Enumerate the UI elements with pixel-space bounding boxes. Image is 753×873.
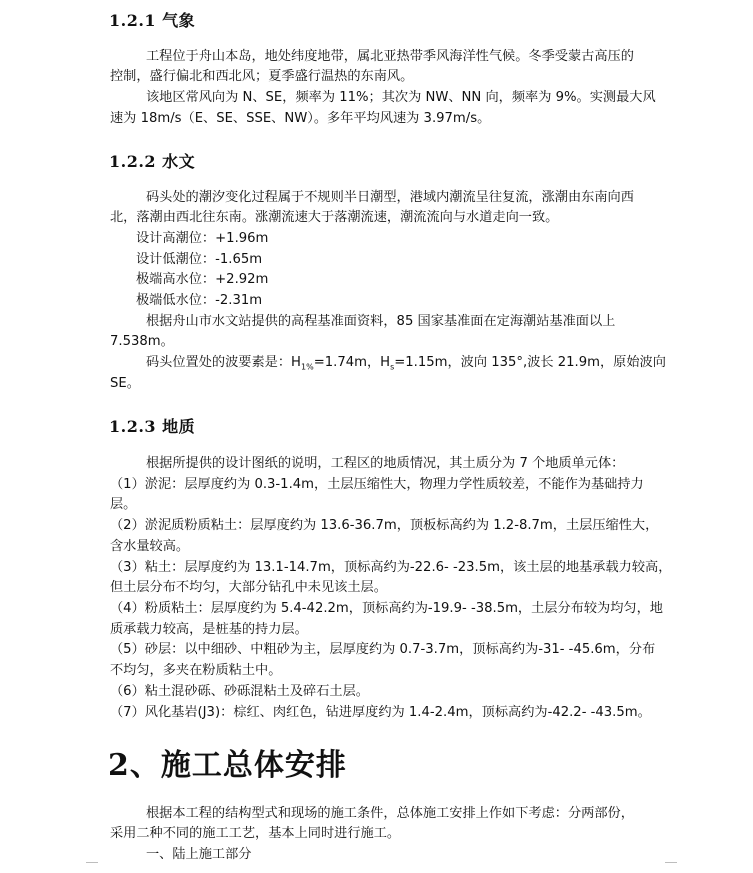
page-margin-marker xyxy=(86,862,98,873)
tide-level-item: 极端低水位：-2.31m xyxy=(136,293,263,308)
wave-text: =1.15m，波向 135°,波长 21.9m，原始波向 xyxy=(394,355,666,370)
soil-layer-item: （4）粉质粘土：层厚度约为 5.4-42.2m，顶标高约为-19.9- -38.5m，土层分布较为均匀，地 xyxy=(110,601,663,616)
paragraph-line: 采用二种不同的施工工艺，基本上同时进行施工。 xyxy=(110,826,401,841)
paragraph-line: 控制，盛行偏北和西北风；夏季盛行温热的东南风。 xyxy=(110,69,414,84)
paragraph-line: SE。 xyxy=(110,376,140,391)
paragraph-line: 工程位于舟山本岛，地处纬度地带，属北亚热带季风海洋性气候。冬季受蒙古高压的 xyxy=(146,49,634,64)
paragraph-line: 但土层分布不均匀，大部分钻孔中未见该土层。 xyxy=(110,580,387,595)
paragraph-line: 层。 xyxy=(110,497,137,512)
section-heading-geology: 1.2.3 地质 xyxy=(109,417,196,436)
section-heading-weather: 1.2.1 气象 xyxy=(109,11,196,30)
soil-layer-item: （6）粘土混砂砾、砂砾混粘土及碎石土层。 xyxy=(110,684,369,699)
paragraph-line: 根据舟山市水文站提供的高程基准面资料，85 国家基准面在定海潮站基准面以上 xyxy=(146,314,616,329)
paragraph-line: 码头处的潮汐变化过程属于不规则半日潮型，港域内潮流呈往复流，涨潮由东南向西 xyxy=(146,190,634,205)
soil-layer-item: （3）粘土：层厚度约为 13.1-14.7m，顶标高约为-22.6- -23.5m，该土层的地基承载力较高， xyxy=(110,560,672,575)
paragraph-line: 北，落潮由西北往东南。涨潮流速大于落潮流速，潮流流向与水道走向一致。 xyxy=(110,210,559,225)
tide-level-item: 极端高水位：+2.92m xyxy=(136,272,269,287)
tide-level-item: 设计低潮位：-1.65m xyxy=(136,252,263,267)
paragraph-line: 该地区常风向为 N、SE，频率为 11%；其次为 NW、NN 向，频率为 9%。实测最大风 xyxy=(146,90,656,105)
section-heading-hydrology: 1.2.2 水文 xyxy=(109,152,196,171)
paragraph-line: 速为 18m/s（E、SE、SSE、NW）。多年平均风速为 3.97m/s。 xyxy=(110,111,491,126)
wave-text: =1.74m，H xyxy=(313,355,391,370)
page-margin-marker xyxy=(665,862,677,873)
wave-subscript: 1% xyxy=(300,362,314,372)
soil-layer-item: （1）淤泥：层厚度约为 0.3-1.4m，土层压缩性大，物理力学性质较差，不能作为基础持力 xyxy=(110,477,644,492)
paragraph-line: 质承载力较高，是桩基的持力层。 xyxy=(110,622,308,637)
paragraph-line: 不均匀，多夹在粉质粘土中。 xyxy=(110,663,282,678)
paragraph-line: 7.538m。 xyxy=(110,334,174,349)
wave-text: 码头位置处的波要素是：H xyxy=(146,355,301,370)
subsection-label: 一、陆上施工部分 xyxy=(146,847,252,862)
paragraph-line: 含水量较高。 xyxy=(110,539,190,554)
wave-parameters-line xyxy=(146,354,666,377)
wave-subscript: s xyxy=(390,362,395,372)
paragraph-line: 根据所提供的设计图纸的说明，工程区的地质情况，其土质分为 7 个地质单元体： xyxy=(146,456,625,471)
soil-layer-item: （7）风化基岩(J3)：棕红、肉红色，钻进厚度约为 1.4-2.4m，顶标高约为-42.2- -43.5m。 xyxy=(110,705,651,720)
soil-layer-item: （5）砂层：以中细砂、中粗砂为主，层厚度约为 0.7-3.7m，顶标高约为-31- -45.6m，分布 xyxy=(110,642,656,657)
chapter-heading: 2、施工总体安排 xyxy=(108,748,347,783)
paragraph-line: 根据本工程的结构型式和现场的施工条件，总体施工安排上作如下考虑：分两部份， xyxy=(146,806,634,821)
tide-level-item: 设计高潮位：+1.96m xyxy=(136,231,269,246)
soil-layer-item: （2）淤泥质粉质粘土：层厚度约为 13.6-36.7m，顶板标高约为 1.2-8.7m，土层压缩性大， xyxy=(110,518,659,533)
